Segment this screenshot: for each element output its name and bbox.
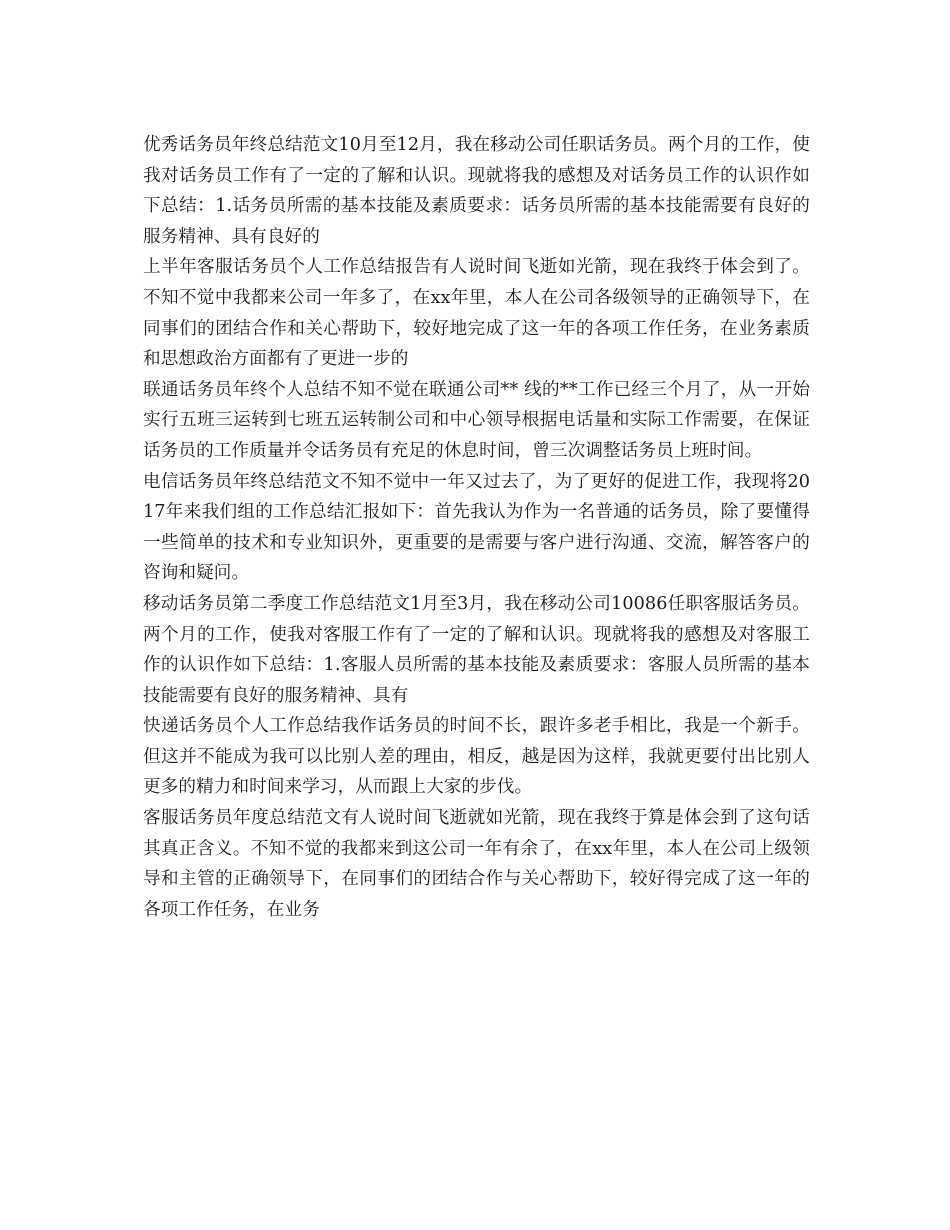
paragraph-4: 电信话务员年终总结范文不知不觉中一年又过去了，为了更好的促进工作，我现将2017年来我们组的工作总结汇报如下：首先我认为作为一名普通的话务员，除了要懂得一些简单的技术和专业知识外，更重要的是需要与客户进行沟通、交流，解答客户的咨询和疑问。 — [143, 471, 810, 584]
paragraph-2: 上半年客服话务员个人工作总结报告有人说时间飞逝如光箭，现在我终于体会到了。不知不觉中我都来公司一年多了，在xx年里，本人在公司各级领导的正确领导下，在同事们的团结合作和关心帮助下，较好地完成了这一年的各项工作任务，在业务素质和思想政治方面都有了更进一步的 — [143, 257, 810, 370]
paragraph-7: 客服话务员年度总结范文有人说时间飞逝就如光箭，现在我终于算是体会到了这句话其真正含义。不知不觉的我都来到这公司一年有余了，在xx年里，本人在公司上级领导和主管的正确领导下，在同事们的团结合作与关心帮助下，较好得完成了这一年的各项工作任务，在业务 — [143, 808, 810, 920]
paragraph-3: 联通话务员年终个人总结不知不觉在联通公司** 线的**工作已经三个月了，从一开始实行五班三运转到七班五运转制公司和中心领导根据电话量和实际工作需要，在保证话务员的工作质量并令话务员有充足的休息时间，曾三次调整话务员上班时间。 — [143, 379, 810, 461]
paragraph-5: 移动话务员第二季度工作总结范文1月至3月，我在移动公司10086任职客服话务员。两个月的工作，使我对客服工作有了一定的了解和认识。现就将我的感想及对客服工作的认识作如下总结：1.客服人员所需的基本技能及素质要求：客服人员所需的基本技能需要有良好的服务精神、具有 — [143, 593, 810, 706]
paragraph-6: 快递话务员个人工作总结我作话务员的时间不长，跟许多老手相比，我是一个新手。但这并不能成为我可以比别人差的理由，相反，越是因为这样，我就更要付出比别人更多的精力和时间来学习，从而跟上大家的步伐。 — [143, 716, 810, 798]
paragraph-1: 优秀话务员年终总结范文10月至12月，我在移动公司任职话务员。两个月的工作，使我对话务员工作有了一定的了解和认识。现就将我的感想及对话务员工作的认识作如下总结：1.话务员所需的基本技能及素质要求：话务员所需的基本技能需要有良好的服务精神、具有良好的 — [143, 135, 810, 247]
